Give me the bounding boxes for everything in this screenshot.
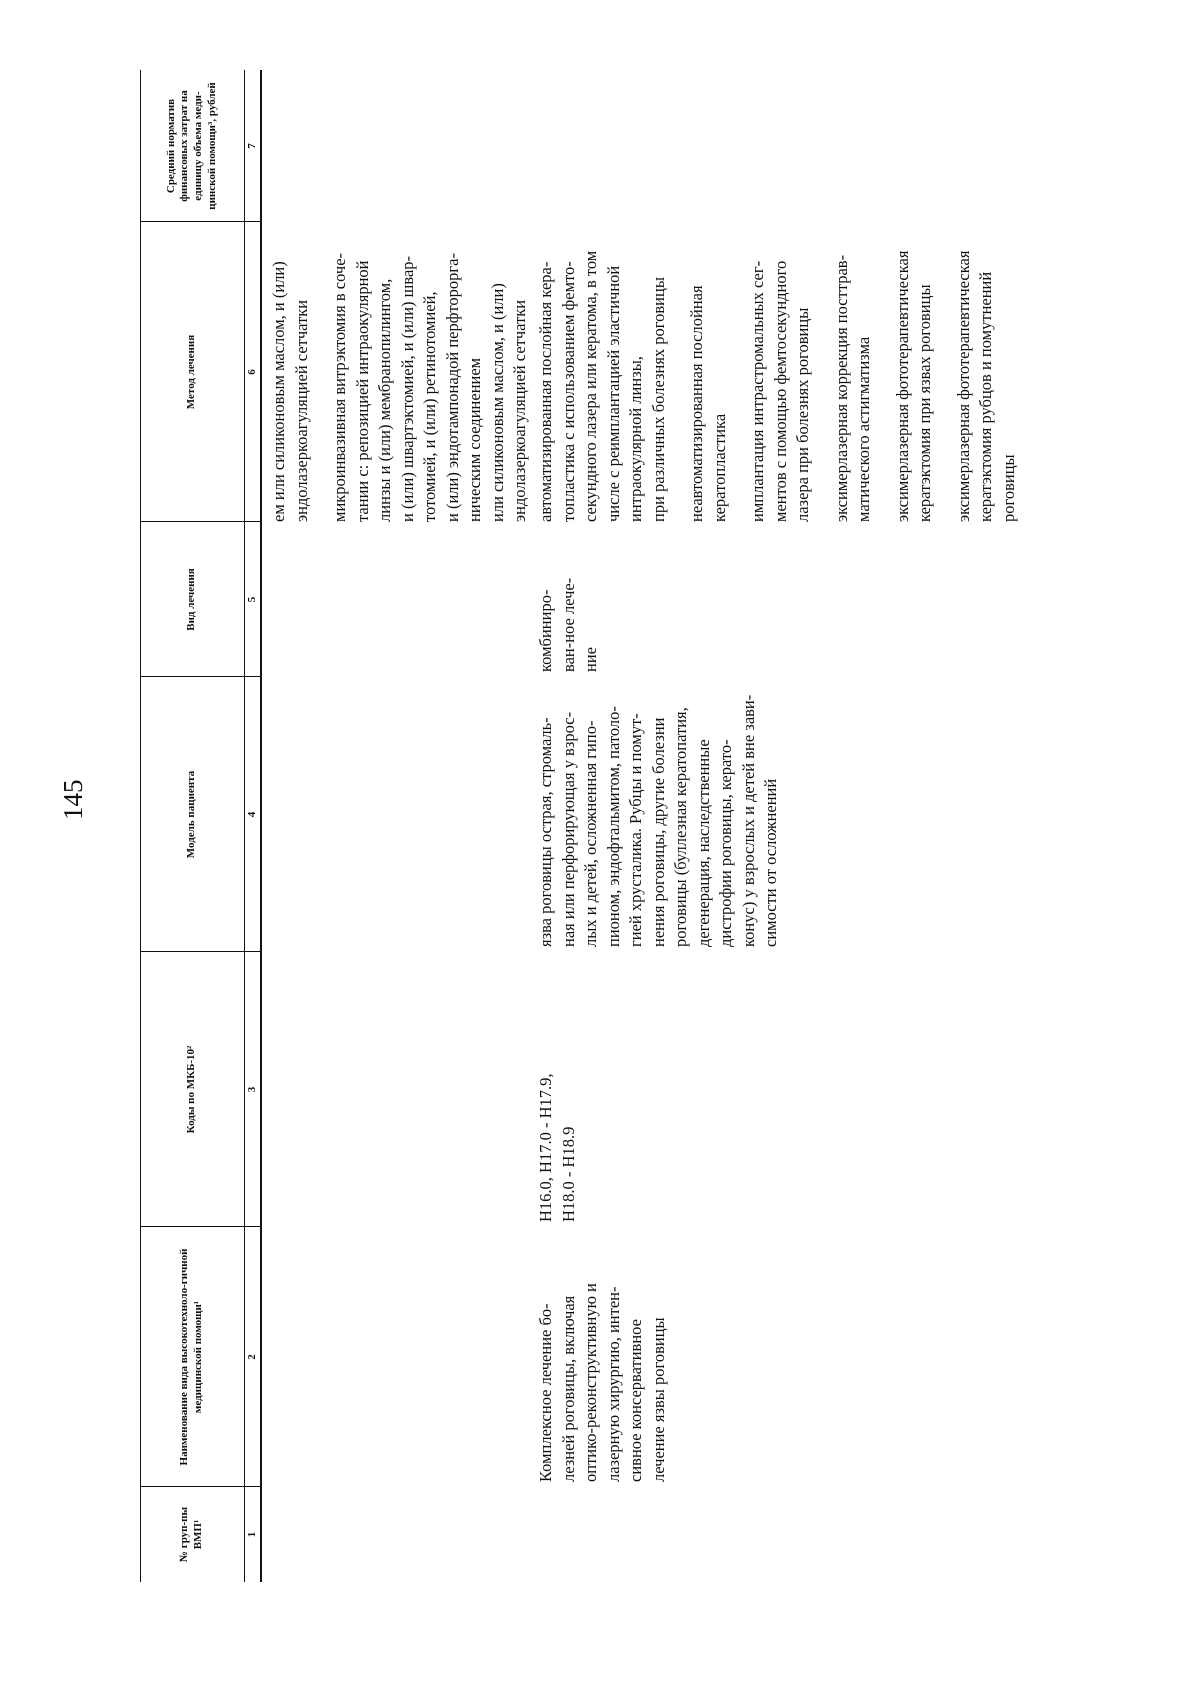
- treatment-methods-cell: [535, 202, 1036, 522]
- document-table: [140, 70, 1090, 1582]
- method-item: [535, 202, 670, 522]
- header-vmp-name: Наименование вида высокотехноло-гичной медицинской помощи¹: [178, 1248, 204, 1466]
- text-line: дегенерация, наследственные: [693, 739, 713, 947]
- text-line: роговицы (буллезная кератопатия,: [671, 707, 690, 947]
- column-number: 7: [246, 143, 258, 149]
- treatment-type-cell: [535, 522, 603, 672]
- text-line: линзы и (или) мембранопилингом,: [375, 278, 394, 522]
- method-item: [831, 202, 876, 522]
- text-line: лых и детей, осложненная гипо-: [581, 720, 600, 947]
- column-number: 6: [246, 369, 258, 375]
- text-line: и (или) швартэктомией, и (или) швар-: [397, 255, 417, 522]
- text-line: сивное консервативное: [626, 1319, 645, 1482]
- page-number: 145: [58, 779, 88, 820]
- header-group-number: № груп-пы ВМП¹: [178, 1506, 204, 1563]
- header-cost-standard: Средний норматив финансовых затрат на единицу объема меди-цинской помощи³, рублей: [164, 82, 218, 210]
- text-line: секундного лазера или кератома, в том: [581, 250, 600, 522]
- text-line: роговицы: [998, 454, 1018, 522]
- text-line: неавтоматизированная послойная: [687, 285, 706, 522]
- header-treatment-method: Метод лечения: [185, 334, 198, 410]
- text-line: дистрофии роговицы, керато-: [716, 739, 735, 947]
- text-line: или силиконовым маслом, и (или): [487, 283, 507, 522]
- text-line: лечение язвы роговицы: [648, 1317, 668, 1482]
- text-line: лезней роговицы, включая: [558, 1295, 578, 1482]
- text-line: эксимерлазерная фототерапевтическая: [892, 250, 912, 522]
- header-patient-model: Модель пациента: [185, 770, 198, 859]
- method-item: [953, 202, 1021, 522]
- text-line: при различных болезнях роговицы: [648, 277, 668, 522]
- text-line: H18.0 - H18.9: [558, 1126, 578, 1222]
- text-line: кератэктомия при язвах роговицы: [915, 284, 934, 522]
- text-line: ван-ное лече-: [558, 577, 578, 672]
- text-line: эндолазеркоагуляцией сетчатки: [291, 299, 311, 522]
- text-line: оптико-реконструктивную и: [581, 1283, 600, 1482]
- text-line: тотомией, и (или) ретинотомией,: [420, 291, 439, 522]
- text-line: пионом, эндофтальмитом, патоло-: [603, 706, 623, 947]
- header-treatment-type: Вид лечения: [185, 568, 198, 631]
- text-line: ная или перфорирующая у взрос-: [558, 711, 578, 947]
- text-line: топластика с использованием фемто-: [558, 261, 578, 522]
- method-item: [686, 202, 731, 522]
- text-line: интраокулярной линзы,: [626, 356, 645, 522]
- method-item: [747, 202, 815, 522]
- vmp-name-cell: [535, 1222, 670, 1482]
- column-number: 4: [246, 811, 258, 818]
- text-line: ментов с помощью фемтосекундного: [770, 260, 790, 522]
- text-line: H16.0, H17.0 - H17.9,: [536, 1073, 555, 1222]
- text-line: комбиниро-: [536, 589, 555, 672]
- column-number: 5: [246, 596, 258, 603]
- patient-model-cell: [535, 672, 783, 947]
- header-icd-codes: Коды по МКБ-10²: [185, 1045, 198, 1134]
- icd-codes-cell: [535, 952, 580, 1222]
- text-line: лазерную хирургию, интен-: [603, 1286, 623, 1482]
- text-line: ническим соединением: [465, 357, 484, 522]
- text-line: имплантация интрастромальных сег-: [748, 260, 767, 522]
- text-line: эксимерлазерная коррекция посттрав-: [831, 254, 851, 522]
- text-line: ние: [581, 647, 600, 672]
- text-line: матического астигматизма: [854, 336, 873, 522]
- method-item: [329, 212, 532, 522]
- header-bottom-border: [260, 70, 262, 1582]
- text-line: кератопластика: [709, 413, 729, 522]
- text-line: автоматизированная послойная кера-: [536, 261, 555, 522]
- continued-method-cell: [268, 212, 548, 522]
- text-line: язва роговицы острая, стромаль-: [536, 717, 555, 947]
- method-item: [268, 212, 313, 522]
- column-number: 3: [246, 1086, 258, 1093]
- text-line: нения роговицы, другие болезни: [648, 717, 668, 947]
- text-line: тании с: репозицией интраокулярной: [352, 260, 372, 522]
- text-line: конус) у взрослых и детей вне зави-: [738, 694, 758, 947]
- text-line: эндолазеркоагуляцией сетчатки: [510, 299, 529, 522]
- text-line: лазера при болезнях роговицы: [793, 307, 812, 522]
- text-line: и (или) эндотампонадой перфторорга-: [442, 253, 462, 522]
- column-number: 2: [246, 1354, 258, 1360]
- text-line: гией хрусталика. Рубцы и помут-: [626, 713, 645, 947]
- text-line: симости от осложнений: [761, 778, 780, 947]
- text-line: микроинвазивная витрэктомия в соче-: [330, 252, 349, 522]
- text-line: ем или силиконовым маслом, и (или): [269, 261, 288, 522]
- text-line: кератэктомия рубцов и помутнений: [976, 271, 995, 522]
- method-item: [892, 202, 937, 522]
- text-line: Комплексное лечение бо-: [536, 1303, 555, 1482]
- column-number: 1: [246, 1531, 258, 1538]
- text-line: числе с реимплантацией эластичной: [603, 265, 623, 522]
- text-line: эксимерлазерная фототерапевтическая: [953, 250, 973, 522]
